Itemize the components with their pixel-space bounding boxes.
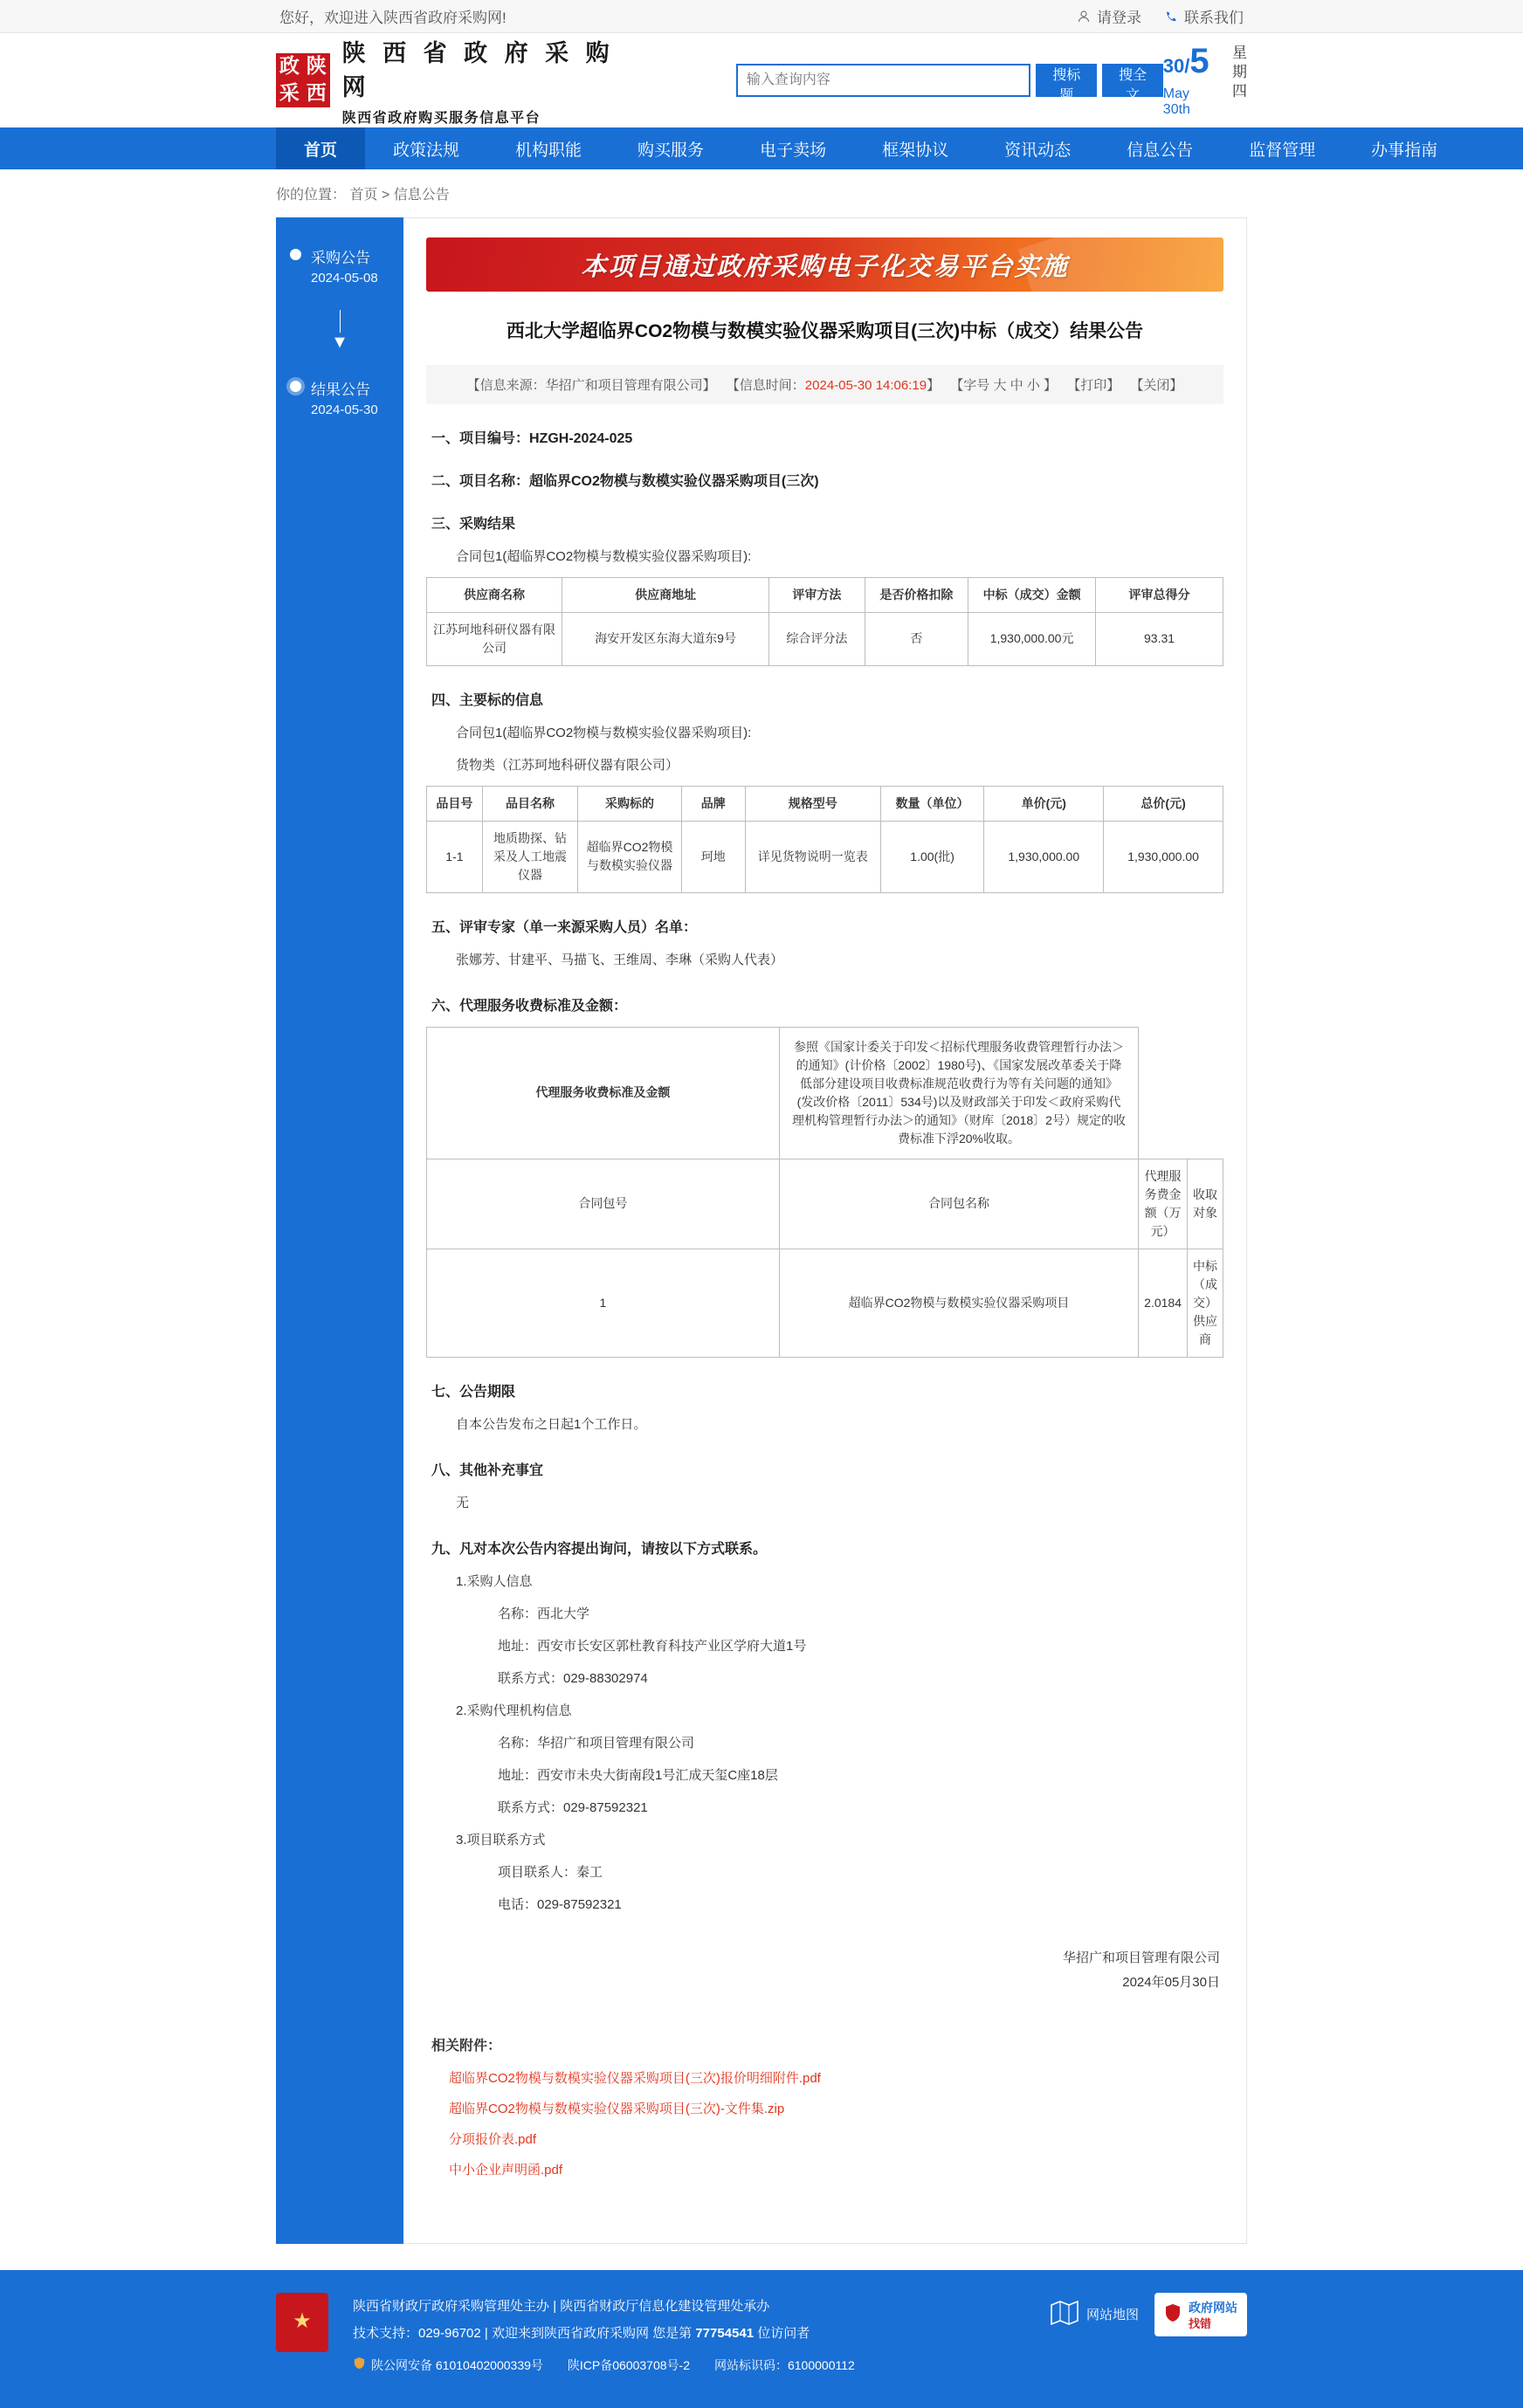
logo-mark-icon [276,53,330,107]
section-notice-period: 七、公告期限 [431,1384,516,1400]
contact-group-head: 1.采购人信息 [456,1573,533,1589]
user-icon [1077,10,1091,24]
section-other-matters: 八、其他补充事宜 [431,1462,544,1478]
meta-time-value: 2024-05-30 14:06:19 [804,377,927,393]
breadcrumb-home[interactable]: 首页 [349,188,378,203]
logo-char: 采 [279,82,300,105]
shield-icon [1164,2303,1182,2325]
site-logo[interactable] [276,34,653,127]
agency-fee-table [426,1027,1223,1358]
section-project-number: 一、项目编号：HZGH-2024-025 [431,430,633,446]
section-project-name: 二、项目名称：超临界CO2物模与数模实验仪器采购项目(三次) [431,473,819,489]
phone-icon [1164,10,1178,24]
map-icon [1050,2300,1079,2329]
timeline-sidebar [276,217,403,2244]
date-day: 30 [1162,54,1185,77]
sidebar-item-purchase-notice[interactable] [276,237,403,294]
td-brand: 珂地 [681,821,745,892]
contact-line: 联系方式：029-88302974 [498,1670,648,1686]
td-package-no: 1 [427,1249,780,1357]
td-total-score: 93.31 [1096,612,1223,665]
footer-visitor-suffix: 位访问者 [757,2326,810,2341]
nav-item-framework[interactable]: 框架协议 [882,141,949,160]
breadcrumb-prefix: 你的位置： [276,188,347,203]
nav-item-emarket[interactable]: 电子卖场 [760,141,827,160]
site-header [0,33,1523,127]
page-title: 西北大学超临界CO2物模与数模实验仪器采购项目(三次)中标（成交）结果公告 [506,321,1144,341]
meta-time-label: 【信息时间： [726,377,805,393]
logo-char: 陕 [306,55,327,78]
attachment-link[interactable]: 分项报价表.pdf [449,2131,537,2147]
breadcrumb [0,169,1523,217]
breadcrumb-current[interactable]: 信息公告 [393,188,450,203]
attachments-list [426,2068,1223,2178]
font-size-small[interactable]: 小 [1026,377,1040,393]
footer-org-support: 陕西省财政厅信息化建设管理处承办 [560,2298,770,2314]
footer-org-main: 陕西省财政厅政府采购管理处主办 [353,2298,550,2314]
td-total-price: 1,930,000.00 [1104,821,1223,892]
gov-site-report-badge[interactable] [1154,2293,1247,2337]
td-procurement-object: 超临界CO2物模与数模实验仪器 [578,821,682,892]
logo-char: 西 [306,82,327,105]
attachment-link[interactable]: 中小企业声明函.pdf [449,2162,563,2178]
top-utility-bar [0,0,1523,33]
table-row [427,1249,1223,1357]
td-item-name: 地质勘探、钻采及人工地震仪器 [482,821,577,892]
breadcrumb-sep: > [381,188,390,203]
td-spec-model: 详见货物说明一览表 [745,821,880,892]
icp-record[interactable]: 陕ICP备06003708号-2 [567,2357,690,2372]
contact-line: 地址：西安市未央大街南段1号汇成天玺C座18层 [498,1767,778,1783]
contact-line: 地址：西安市长安区郭杜教育科技产业区学府大道1号 [498,1638,807,1654]
signature-date: 2024年05月30日 [1122,1975,1220,1990]
national-emblem-icon: ★ [276,2293,328,2352]
nav-item-news[interactable]: 资讯动态 [1004,141,1072,160]
nav-item-purchase-service[interactable]: 购买服务 [637,141,705,160]
visitor-count: 77754541 [695,2326,755,2341]
experts-list: 张娜芳、甘建平、马描飞、王维周、李琳（采购人代表） [456,952,784,967]
contact-link[interactable] [1164,5,1244,27]
badge-top-label: 政府网站 [1189,2300,1237,2315]
nav-item-home[interactable]: 首页 [276,127,365,169]
th-unit-price: 单价(元) [984,786,1104,821]
contact-line: 名称：西北大学 [498,1606,590,1621]
font-size-large[interactable]: 大 [993,377,1007,393]
td-price-deduction: 否 [865,612,968,665]
th-quantity: 数量（单位） [880,786,984,821]
section-main-items: 四、主要标的信息 [431,692,544,708]
close-button[interactable]: 【关闭】 [1130,377,1183,393]
site-map-label: 网站地图 [1085,2308,1139,2323]
th-winning-amount: 中标（成交）金额 [968,577,1096,612]
goods-category-label: 货物类（江苏珂地科研仪器有限公司） [456,757,679,773]
site-code: 网站标识码：6100000112 [713,2357,855,2372]
td-review-method: 综合评分法 [769,612,865,665]
search-fulltext-button[interactable]: 搜全文 [1102,64,1163,97]
table-row [427,821,1223,892]
section-result: 三、采购结果 [431,516,516,532]
document-panel [403,217,1247,2244]
th-package-name: 合同包名称 [779,1159,1138,1249]
table-header-row [427,577,1223,612]
th-total-score: 评审总得分 [1096,577,1223,612]
td-package-name: 超临界CO2物模与数模实验仪器采购项目 [779,1249,1138,1357]
date-month: 5 [1189,41,1209,80]
th-item-no: 品目号 [427,786,483,821]
site-footer [0,2270,1523,2408]
sidebar-item-title: 采购公告 [311,250,370,266]
sidebar-item-date: 2024-05-08 [311,271,378,286]
logo-char: 政 [279,55,300,78]
result-table [426,577,1223,666]
contact-group-head: 3.项目联系方式 [456,1832,546,1847]
meta-time-end: 】 [927,377,941,393]
badge-bottom-label: 找错 [1189,2316,1212,2330]
main-nav [0,127,1523,169]
table-row [427,1027,1223,1159]
site-name: 陕 西 省 政 府 采 购 网 [341,40,615,100]
site-map-link[interactable] [1050,2300,1139,2329]
nav-item-policy[interactable]: 政策法规 [393,141,460,160]
search-title-button[interactable]: 搜标题 [1036,64,1097,97]
goods-table [426,786,1223,893]
footer-sep: | [553,2298,557,2314]
nav-item-functions[interactable]: 机构职能 [515,141,582,160]
contact-line: 项目联系人：秦工 [498,1864,603,1880]
sidebar-item-date: 2024-05-30 [311,402,378,417]
table-header-row [427,786,1223,821]
meta-source-label: 【信息来源： [466,377,546,393]
th-brand: 品牌 [681,786,745,821]
signature-org: 华招广和项目管理有限公司 [1062,1950,1220,1965]
font-size-medium[interactable]: 中 [1010,377,1023,393]
contact-line: 名称：华招广和项目管理有限公司 [498,1735,695,1751]
section-agency-fee: 六、代理服务收费标准及金额： [431,998,628,1014]
td-fee-payer: 中标（成交）供应商 [1187,1249,1223,1357]
th-price-deduction: 是否价格扣除 [865,577,968,612]
th-total-price: 总价(元) [1104,786,1223,821]
th-procurement-object: 采购标的 [578,786,682,821]
sidebar-item-result-notice[interactable] [276,368,403,426]
site-subtitle: 陕西省政府购买服务信息平台 [341,111,541,126]
td-fee-standard-label: 代理服务收费标准及金额 [427,1027,780,1159]
td-winning-amount: 1,930,000.00元 [968,612,1096,665]
td-supplier-address: 海安开发区东海大道东9号 [562,612,769,665]
font-size-end: 】 [1044,377,1058,393]
sidebar-item-title: 结果公告 [311,382,370,398]
th-spec-model: 规格型号 [745,786,880,821]
attachment-link[interactable]: 超临界CO2物模与数模实验仪器采购项目(三次)报价明细附件.pdf [449,2070,821,2086]
login-link[interactable] [1077,5,1141,27]
police-record[interactable] [353,2353,543,2378]
section-experts: 五、评审专家（单一来源采购人员）名单： [431,919,698,935]
section-contacts: 九、凡对本次公告内容提出询问，请按以下方式联系。 [431,1541,768,1557]
police-record-text: 陕公网安备 61010402000339号 [371,2357,543,2372]
date-english: May 30th [1162,86,1190,117]
td-fee-amount: 2.0184 [1139,1249,1188,1357]
footer-tech-support: 技术支持：029-96702 | 欢迎来到陕西省政府采购网 您是第 [353,2326,693,2341]
td-fee-standard-desc: 参照《国家计委关于印发＜招标代理服务收费管理暂行办法＞的通知》(计价格〔2002〕1980号)、《国家发展改革委关于降低部分建设项目收费标准规范收费行为等有关问题的通知》(发改价格〔2011〕534号)以及财政部关于印发＜政府采购代理机构管理暂行办法＞的通知》（财库〔2018〕2号）规定的收费标准下浮20%收取。 [779,1027,1138,1159]
contact-group-head: 2.采购代理机构信息 [456,1703,572,1718]
td-supplier-name: 江苏珂地科研仪器有限公司 [427,612,562,665]
th-review-method: 评审方法 [769,577,865,612]
th-item-name: 品目名称 [482,786,577,821]
th-supplier-name: 供应商名称 [427,577,562,612]
document-meta [426,365,1223,404]
meta-source-end: 】 [702,377,716,393]
td-unit-price: 1,930,000.00 [984,821,1104,892]
banner-text: 本项目通过政府采购电子化交易平台实施 [581,252,1069,281]
notice-period-body: 自本公告发布之日起1个工作日。 [456,1416,647,1432]
search-input[interactable] [736,64,1031,97]
font-size-label: 【字号 [950,377,990,393]
nav-item-announcements[interactable]: 信息公告 [1127,141,1194,160]
date-weekday: 星 期 四 [1232,44,1247,100]
th-fee-amount: 代理服务费金额（万元） [1139,1159,1188,1249]
police-badge-icon [353,2353,366,2378]
contact-line: 电话：029-87592321 [498,1896,622,1912]
td-quantity: 1.00(批) [880,821,984,892]
content-area [0,217,1523,2244]
th-package-no: 合同包号 [427,1159,780,1249]
platform-banner [426,237,1223,292]
table-header-row [427,1159,1223,1249]
contact-label: 联系我们 [1184,10,1244,26]
table-row [427,612,1223,665]
greeting-text: 您好，欢迎进入陕西省政府采购网! [279,10,507,26]
print-button[interactable]: 【打印】 [1067,377,1120,393]
result-package-label: 合同包1(超临界CO2物模与数模实验仪器采购项目): [456,548,752,564]
nav-item-guide[interactable]: 办事指南 [1371,141,1438,160]
login-label: 请登录 [1097,10,1141,26]
contact-line: 联系方式：029-87592321 [498,1799,648,1815]
timeline-arrow-icon: ▼ [276,294,403,368]
search-area [736,64,1163,103]
other-matters-body: 无 [456,1495,470,1510]
nav-item-supervision[interactable]: 监督管理 [1249,141,1316,160]
td-item-no: 1-1 [427,821,483,892]
attachments-title: 相关附件： [431,2038,502,2054]
date-daymonth: 30/5 [1162,41,1209,80]
meta-source-value: 华招广和项目管理有限公司 [545,377,703,393]
attachment-link[interactable]: 超临界CO2物模与数模实验仪器采购项目(三次)-文件集.zip [449,2101,785,2116]
date-widget [1162,41,1247,118]
th-supplier-address: 供应商地址 [562,577,769,612]
goods-package-label: 合同包1(超临界CO2物模与数模实验仪器采购项目): [456,725,752,740]
th-fee-payer: 收取对象 [1187,1159,1223,1249]
